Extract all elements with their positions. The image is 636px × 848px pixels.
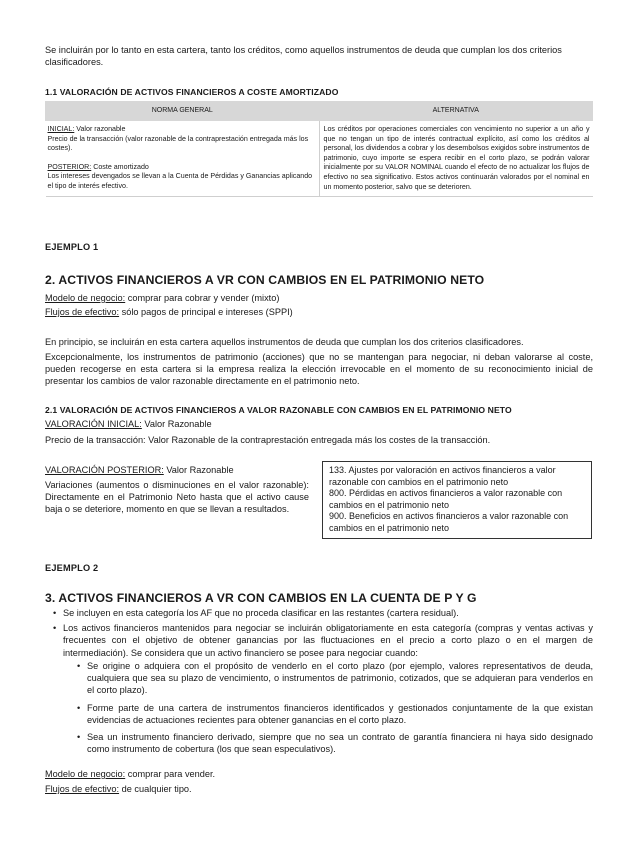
section-3-flujos	[45, 783, 192, 795]
inicial-text: Precio de la transacción (valor razonable de la contraprestación entregada más los costes).	[47, 134, 309, 153]
modelo-value: comprar para cobrar y vender (mixto)	[125, 293, 280, 303]
ejemplo-1-heading: EJEMPLO 1	[45, 242, 99, 252]
valoracion-inicial-value: Valor Razonable	[141, 419, 212, 429]
flujos-label: Flujos de efectivo:	[45, 307, 120, 317]
section-1-1-heading: 1.1 VALORACIÓN DE ACTIVOS FINANCIEROS A COSTE AMORTIZADO	[45, 87, 339, 97]
modelo-label: Modelo de negocio:	[45, 293, 126, 303]
inicial-label: INICIAL:	[47, 125, 75, 133]
list-item: • Los activos financieros mantenidos para negociar se incluirán obligatoriamente en esta categoría (compras y ventas activas y frecuentes con el objetivo de obtener ganancias por las fluctuaciones en el precio a corto plazo o en el margen de intermediación). Se considera que un activo financiero se posee para negociar cuando:	[53, 623, 593, 658]
table-header-norma-general: NORMA GENERAL	[46, 102, 320, 121]
bullet-icon: •	[53, 623, 57, 634]
norma-general-cell	[46, 121, 320, 197]
variaciones-paragraph: Variaciones (aumentos o disminuciones en el valor razonable): Directamente en el Patrimonio Neto hasta que el activo cause baja o se deteriore, momento en que se llevan a resultados.	[45, 480, 309, 515]
section-3-heading: 3. ACTIVOS FINANCIEROS A VR CON CAMBIOS EN LA CUENTA DE P Y G	[45, 591, 477, 605]
account-900: 900. Beneficios en activos financieros a valor razonable con cambios en el patrimonio neto	[329, 511, 569, 533]
bullet-icon: •	[77, 732, 81, 743]
list-item: • Sea un instrumento financiero derivado, siempre que no sea un contrato de garantía financiera ni haya sido designado como instrumento de cobertura (los que sean especulativos).	[77, 732, 593, 755]
section-2-flujos	[45, 306, 293, 318]
alternativa-cell: Los créditos por operaciones comerciales con vencimiento no superior a un año y que no tengan un tipo de interés contractual explícito, así como los créditos al personal, los dividendos a cobrar y los desembolsos exigidos sobre instrumentos de patrimonio, cuyo importe se espera recibir en el corto plazo, se podrán valorar inicialmente por su VALOR NOMINAL cuando el efecto de no actualizar los flujos de efectivo no sea significativo. Estos activos continuarán valorados por el nominal en un momento posterior, salvo que se deterioren.	[319, 121, 593, 197]
bullet-icon: •	[77, 661, 81, 671]
section-2-heading: 2. ACTIVOS FINANCIEROS A VR CON CAMBIOS EN EL PATRIMONIO NETO	[45, 273, 485, 287]
valoracion-posterior-label: VALORACIÓN POSTERIOR:	[45, 465, 164, 475]
list-item: • Se origine o adquiera con el propósito de venderlo en el corto plazo (por ejemplo, valores representativos de deuda, cualquiera que sea su plazo de vencimiento, o instrumentos de patrimonio, cotizados, que se adquieran para venderlos en el corto plazo).	[77, 661, 593, 696]
valoracion-inicial-label: VALORACIÓN INICIAL:	[45, 419, 142, 429]
list-item: • Forme parte de una cartera de instrumentos financieros identificados y gestionados conjuntamente de la que existan evidencias de actuaciones recientes para obtener ganancias en el corto plazo.	[77, 702, 593, 725]
posterior-label: POSTERIOR:	[47, 162, 92, 171]
bullet-icon: •	[53, 608, 57, 618]
valuation-table	[45, 101, 593, 197]
inicial-value: Valor razonable	[74, 125, 126, 133]
intro-paragraph: Se incluirán por lo tanto en esta cartera, tanto los créditos, como aquellos instrumentos de deuda que cumplan los dos criterios clasificadores.	[45, 45, 562, 68]
list-item: • Se incluyen en esta categoría los AF que no proceda clasificar en las restantes (cartera residual).	[53, 608, 459, 618]
valoracion-posterior	[45, 464, 234, 476]
modelo-value: comprar para vender.	[125, 769, 216, 779]
posterior-value: Coste amortizado	[91, 162, 149, 171]
flujos-label: Flujos de efectivo:	[45, 784, 120, 794]
section-2-modelo	[45, 292, 279, 304]
account-133: 133. Ajustes por valoración en activos financieros a valor razonable con cambios en el patrimonio neto	[329, 465, 556, 487]
section-3-bullets	[53, 607, 593, 659]
precio-transaccion: Precio de la transacción: Valor Razonable de la contraprestación entregada más los costes de la transacción.	[45, 435, 491, 445]
valuation-table-wrapper	[45, 101, 593, 197]
posterior-text: Los intereses devengados se llevan a la Cuenta de Pérdidas y Ganancias aplicando el tipo de interés efectivo.	[47, 172, 313, 190]
flujos-value: de cualquier tipo.	[119, 784, 192, 794]
ejemplo-2-heading: EJEMPLO 2	[45, 563, 99, 573]
valoracion-posterior-value: Valor Razonable	[163, 465, 234, 475]
bullet-icon: •	[77, 702, 81, 713]
section-2-paragraph-2: Excepcionalmente, los instrumentos de patrimonio (acciones) que no se mantengan para negociar, ni deban valorarse al coste, pueden recogerse en esta cartera si la empresa realiza la elección irrevocable en el momento de su reconocimiento inicial de presentar los cambios de valor razonable directamente en el patrimonio neto.	[45, 352, 593, 387]
section-3-sub-bullets	[77, 660, 593, 755]
table-header-alternativa: ALTERNATIVA	[319, 102, 593, 121]
section-2-1-heading: 2.1 VALORACIÓN DE ACTIVOS FINANCIEROS A VALOR RAZONABLE CON CAMBIOS EN EL PATRIMONIO NETO	[45, 405, 512, 415]
accounts-box	[322, 461, 592, 539]
section-2-paragraph-1: En principio, se incluirán en esta cartera aquellos instrumentos de deuda que cumplan los dos criterios clasificadores.	[45, 337, 524, 347]
modelo-label: Modelo de negocio:	[45, 769, 126, 779]
valoracion-inicial	[45, 418, 212, 430]
section-3-modelo	[45, 768, 215, 780]
flujos-value: sólo pagos de principal e intereses (SPPI)	[119, 307, 293, 317]
account-800: 800. Pérdidas en activos financieros a valor razonable con cambios en el patrimonio neto	[329, 488, 563, 510]
